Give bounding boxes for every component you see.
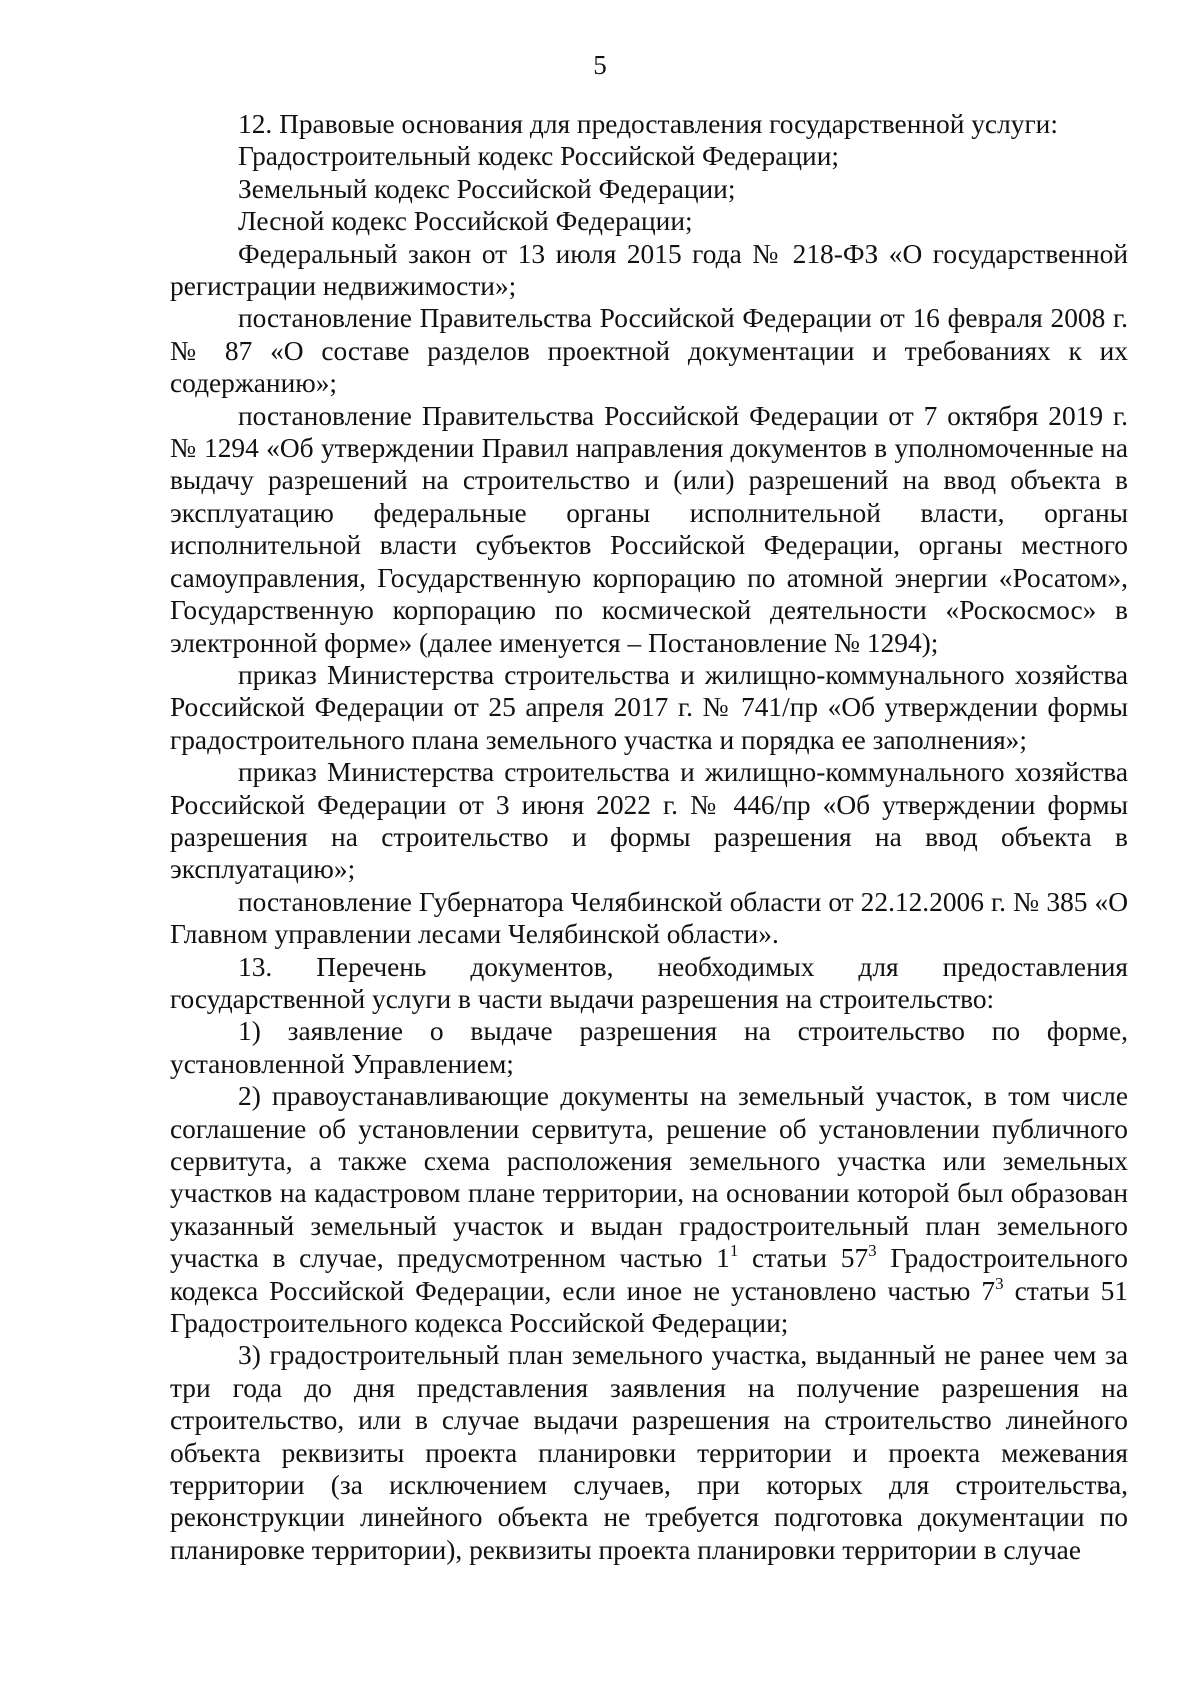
- legal-basis-item: Лесной кодекс Российской Федерации;: [238, 206, 693, 237]
- document-list-item: 3) градостроительный план земельного участка, выданный не ранее чем за три года до дня представления заявления на получение разрешения на строительство, или в случае выдачи разрешения на строительство линейного объекта реквизиты проекта планировки территории и проекта межевания территории (за исключением случаев, при которых для строительства, реконструкции линейного объекта не требуется подготовка документации по планировке территории), реквизиты проекта планировки территории в случае: [170, 1340, 1128, 1565]
- legal-basis-item: Градостроительный кодекс Российской Федерации;: [238, 141, 839, 172]
- superscript: 1: [729, 1241, 739, 1261]
- text-fragment: Градостроительного кодекса Российской Федерации, если иное не установлено частью 7: [170, 1243, 1129, 1306]
- legal-basis-item: Федеральный закон от 13 июля 2015 года № 218-ФЗ «О государственной регистрации недвижимости»;: [170, 238, 1128, 302]
- legal-basis-item: постановление Губернатора Челябинской области от 22.12.2006 г. № 385 «О Главном управлении лесами Челябинской области».: [170, 886, 1128, 950]
- text-fragment: статьи 57: [738, 1243, 869, 1274]
- legal-basis-item: приказ Министерства строительства и жилищно-коммунального хозяйства Российской Федерации от 25 апреля 2017 г. № 741/пр «Об утверждении формы градостроительного плана земельного участка и порядка ее заполнения»;: [170, 659, 1128, 755]
- page-number: 5: [593, 50, 607, 80]
- section-12-heading: 12. Правовые основания для предоставления государственной услуги:: [238, 109, 1058, 139]
- text-fragment: 2) правоустанавливающие документы на земельный участок, в том числе соглашение об установлении сервитута, решение об установлении публичного сервитута, а также схема расположения земельного участка или земельных участков на кадастровом плане территории, на основании которой был образован указанный земельный участок и выдан градостроительный план земельного участка в случае, предусмотренном частью 1: [170, 1081, 1128, 1274]
- superscript: 3: [995, 1273, 1004, 1293]
- document-list-item: 1) заявление о выдаче разрешения на строительство по форме, установленной Управлением;: [170, 1016, 1128, 1079]
- legal-basis-item: приказ Министерства строительства и жилищно-коммунального хозяйства Российской Федерации от 3 июня 2022 г. № 446/пр «Об утверждении формы разрешения на строительство и формы разрешения на ввод объекта в эксплуатацию»;: [170, 757, 1128, 885]
- text-fragment: статьи 51 Градостроительного кодекса Российской Федерации;: [170, 1275, 1128, 1339]
- legal-basis-item: постановление Правительства Российской Федерации от 7 октября 2019 г. № 1294 «Об утверждении Правил направления документов в уполномоченные на выдачу разрешений на строительство и (или) разрешений на ввод объекта в эксплуатацию федеральные органы исполнительной власти, органы исполнительной власти субъектов Российской Федерации, органы местного самоуправления, Государственную корпорацию по атомной энергии «Росатом», Государственную корпорацию по космической деятельности «Роскосмос» в электронной форме» (далее именуется – Постановление № 1294);: [170, 400, 1128, 658]
- document-list-item: [170, 1080, 1128, 1339]
- legal-basis-item: Земельный кодекс Российской Федерации;: [238, 173, 736, 204]
- document-body: [170, 108, 1128, 1566]
- superscript: 3: [868, 1241, 877, 1261]
- legal-basis-item: постановление Правительства Российской Федерации от 16 февраля 2008 г. № 87 «О составе разделов проектной документации и требованиях к их содержанию»;: [170, 303, 1128, 399]
- section-13-heading: 13. Перечень документов, необходимых для предоставления государственной услуги в части выдачи разрешения на строительство:: [170, 951, 1128, 1014]
